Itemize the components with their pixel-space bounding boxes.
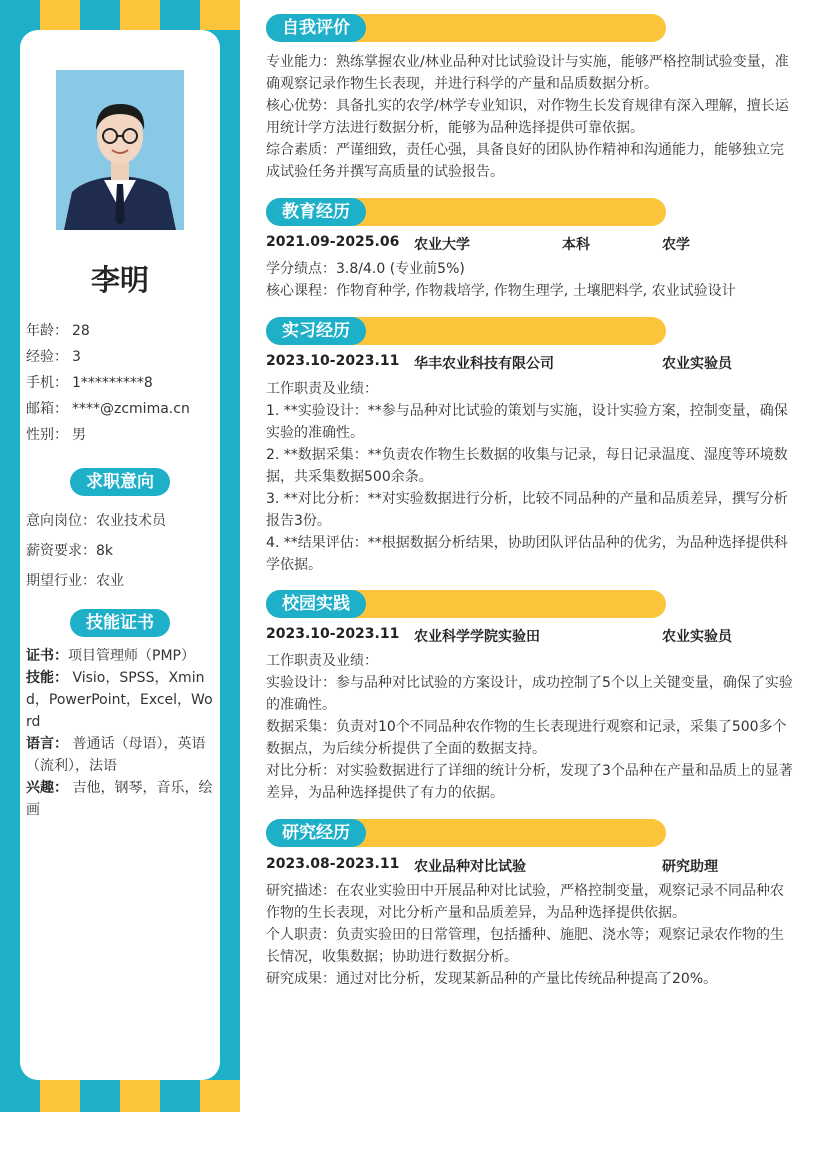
internship-header xyxy=(266,317,666,345)
decor-stripe xyxy=(200,1080,240,1112)
section-title: 教育经历 xyxy=(266,198,366,226)
campus-details: 工作职责及业绩： 实验设计：参与品种对比试验的方案设计，成功控制了5个以上关键变量，确保了实验的准确性。 数据采集：负责对10个不同品种农作物的生长表现进行观察和记录，采集了500多个数据点，为后续分析提供了全面的数据支持。 对比分析：对实验数据进行了详细的统计分析，发现了3个品种在产量和品质上的显著差异，为品种选择提供了有力的依据。 xyxy=(266,653,793,801)
research-details: 研究描述：在农业实验田中开展品种对比试验，严格控制变量，观察记录不同品种农作物的生长表现，对比分析产量和品质差异，为品种选择提供依据。 个人职责：负责实验田的日常管理，包括播种、施肥、浇水等；观察记录农作物的生长情况，收集数据；协助进行数据分析。 研究成果：通过对比分析，发现某新品种的产量比传统品种提高了20%。 xyxy=(266,883,784,987)
avatar xyxy=(56,70,184,230)
skills-section-title: 技能证书 xyxy=(70,609,170,637)
section-title: 校园实践 xyxy=(266,590,366,618)
internship-details: 工作职责及业绩： 1. **实验设计：**参与品种对比试验的策划与实施，设计实验方案，控制变量，确保实验的准确性。 2. **数据采集：**负责农作物生长数据的收集与记录，每日记录温度、湿度等环境数据，共采集数据500余条。 3. **对比分析：**对实验数据进行分析，比较不同品种的产量和品质差异，撰写分析报告3份。 4. **结果评估：**根据数据分析结果，协助团队评估品种的优劣，为品种选择提供科学依据。 xyxy=(266,381,788,573)
section-title: 研究经历 xyxy=(266,819,366,847)
section-title: 实习经历 xyxy=(266,317,366,345)
research-row: 2023.08-2023.11 农业品种对比试验 研究助理 xyxy=(266,856,718,875)
candidate-name: 李明 xyxy=(90,263,149,297)
decor-stripe xyxy=(120,0,160,30)
skills-list xyxy=(26,645,216,821)
education-row: 2021.09-2025.06 农业大学 本科 农学 xyxy=(266,234,690,253)
intent-position: 意向岗位：农业技术员 xyxy=(26,513,166,529)
research-header xyxy=(266,819,666,847)
profile-card xyxy=(20,30,220,1080)
campus-header xyxy=(266,590,666,618)
section-title: 自我评价 xyxy=(266,14,366,42)
intent-section-title: 求职意向 xyxy=(70,468,170,496)
info-row-experience: 经验： 3 xyxy=(26,349,81,365)
intent-salary: 薪资要求：8k xyxy=(26,543,114,559)
education-details: 学分绩点：3.8/4.0 (专业前5%) 核心课程：作物育种学, 作物栽培学, 作物生理学, 土壤肥料学, 农业试验设计 xyxy=(266,261,736,299)
self-eval-text: 专业能力：熟练掌握农业/林业品种对比试验设计与实施，能够严格控制试验变量，准确观察记录作物生长表现，并进行科学的产量和品质数据分析。 核心优势：具备扎实的农学/林学专业知识，对作物生长发育规律有深入理解，擅长运用统计学方法进行数据分析，能够为品种选择提供可靠依据。 综合素质：严谨细致，责任心强，具备良好的团队协作精神和沟通能力，能够独立完成试验任务并撰写高质量的试验报告。 xyxy=(266,54,789,180)
skill-languages: 语言： 普通话（母语），英语（流利），法语 xyxy=(26,736,206,774)
skill-interests: 兴趣： 吉他，钢琴，音乐，绘画 xyxy=(26,780,213,818)
intent-industry: 期望行业：农业 xyxy=(26,573,124,589)
education-header xyxy=(266,198,666,226)
skill-tools: 技能： Visio，SPSS，Xmind，PowerPoint，Excel，Word xyxy=(26,670,213,730)
internship-row: 2023.10-2023.11 华丰农业科技有限公司 农业实验员 xyxy=(266,353,732,372)
skill-certificate: 证书：项目管理师（PMP） xyxy=(26,648,195,664)
self-eval-header xyxy=(266,14,666,42)
decor-stripe xyxy=(200,0,240,30)
info-row-gender: 性别： 男 xyxy=(26,427,86,443)
decor-stripe xyxy=(120,1080,160,1112)
info-row-age: 年龄： 28 xyxy=(26,323,90,339)
info-row-email: 邮箱： ****@zcmima.cn xyxy=(26,401,190,417)
decor-stripe xyxy=(40,1080,80,1112)
campus-row: 2023.10-2023.11 农业科学学院实验田 农业实验员 xyxy=(266,626,732,645)
info-row-phone: 手机： 1*********8 xyxy=(26,375,153,391)
decor-stripe xyxy=(40,0,80,30)
